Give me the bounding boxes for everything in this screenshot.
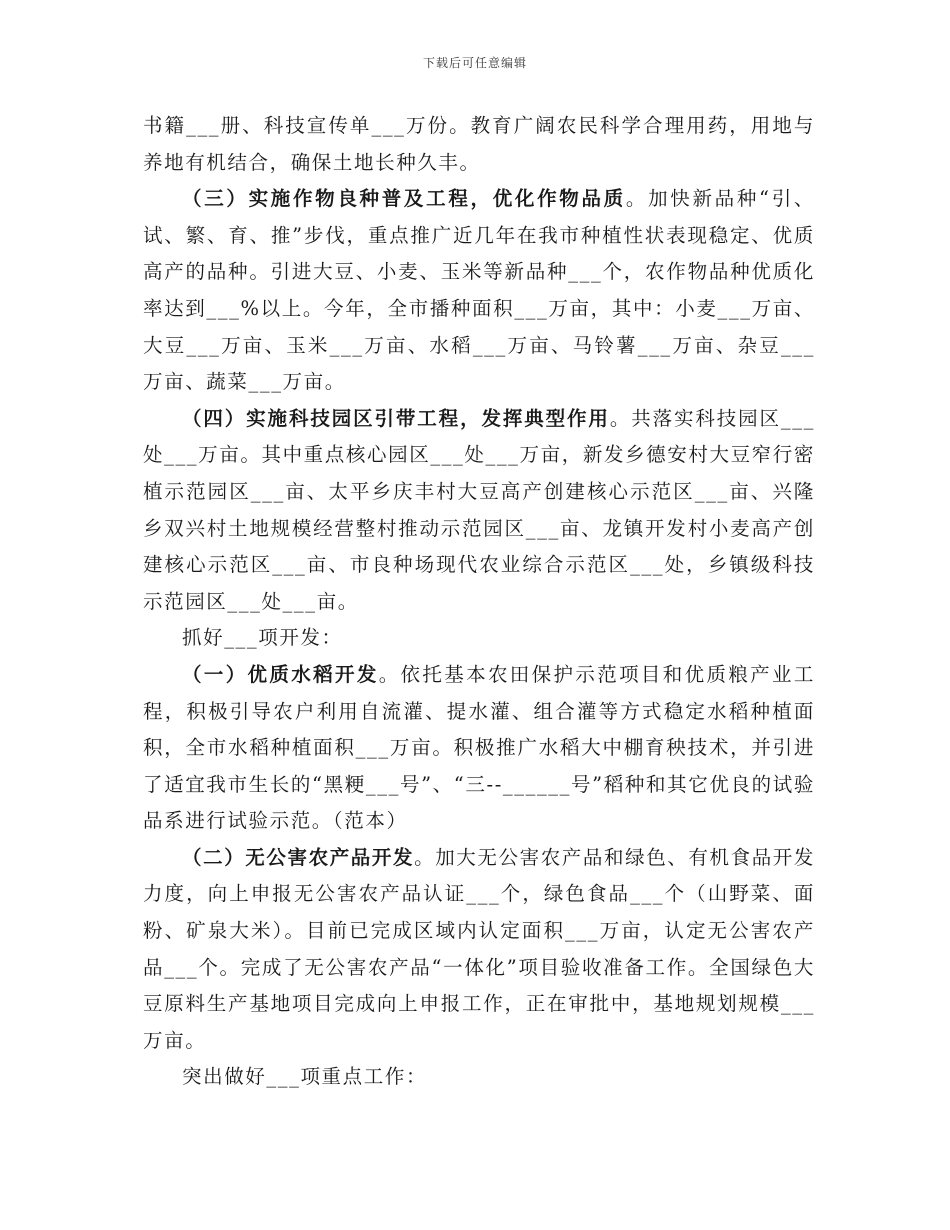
paragraph-continuation xyxy=(143,108,815,181)
paragraph-rice xyxy=(143,657,815,840)
paragraph-text: 书籍___册、科技宣传单___万份。教育广阔农民科学合理用药，用地与养地有机结合，确保土地长种久丰。 xyxy=(143,114,815,174)
paragraph-text: 。加快新品种“引、试、繁、育、推”步伐，重点推广近几年在我市种植性状表现稳定、优质高产的品种。引进大豆、小麦、玉米等新品种___个，农作物品种优质化率达到___%以上。今年，全市播种面积___万亩，其中：小麦___万亩、大豆___万亩、玉米___万亩、水稻___万亩、马铃薯___万亩、杂豆___万亩、蔬菜___万亩。 xyxy=(143,187,815,394)
section-heading: （三）实施作物良种普及工程，优化作物品质 xyxy=(182,187,626,211)
paragraph-tech-park xyxy=(143,401,815,621)
section-heading: （二）无公害农产品开发 xyxy=(182,845,415,869)
document-body xyxy=(143,108,815,1096)
page-header: 下载后可任意编辑 xyxy=(422,56,527,70)
paragraph-text: 抓好___项开发： xyxy=(182,626,343,650)
paragraph-crop-variety xyxy=(143,181,815,401)
paragraph-text: 。依托基本农田保护示范项目和优质粮产业工程，积极引导农户利用自流灌、提水灌、组合灌等方式稳定水稻种植面积，全市水稻种植面积___万亩。积极推广水稻大中棚育秧技术，并引进了适宜我市生长的“黑粳___号”、“三--______号”稻种和其它优良的试验品系进行试验示范。（范本） xyxy=(143,662,815,833)
paragraph-text: 。加大无公害农产品和绿色、有机食品开发力度，向上申报无公害农产品认证___个，绿色食品___个（山野菜、面粉、矿泉大米）。目前已完成区域内认定面积___万亩，认定无公害农产品___个。完成了无公害农产品“一体化”项目验收准备工作。全国绿色大豆原料生产基地项目完成向上申报工作，正在审批中，基地规划规模___万亩。 xyxy=(143,845,816,1052)
paragraph-pollution-free xyxy=(143,840,815,1060)
paragraph-text: 突出做好___项重点工作： xyxy=(182,1065,428,1089)
section-heading: （一）优质水稻开发 xyxy=(182,662,379,686)
section-heading: （四）实施科技园区引带工程，发挥典型作用 xyxy=(182,406,610,430)
paragraph-text: 。共落实科技园区___处___万亩。其中重点核心园区___处___万亩，新发乡德安村大豆窄行密植示范园区___亩、太平乡庆丰村大豆高产创建核心示范区___亩、兴隆乡双兴村土地规模经营整村推动示范园区___亩、龙镇开发村小麦高产创建核心示范区___亩、市良种场现代农业综合示范区___处，乡镇级科技示范园区___处___亩。 xyxy=(143,406,815,613)
paragraph-key-work-intro xyxy=(143,1059,815,1096)
paragraph-development-intro xyxy=(143,620,815,657)
